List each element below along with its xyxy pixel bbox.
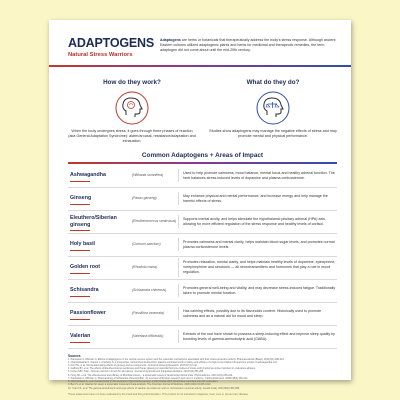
source-line: 1. Panossian A, Wikman G. Effects of adaptogens on the central nervous system and the molecular mechanisms associated with their stress-protective activity. Pharmaceuticals (Basel). 2010;3(1):188-224. [68,357,285,361]
source-line: 3. Kim HG, et al. Stress-attenuating effects of ginseng and its components. Journal of Ginseng Research. 2013;37(1):1-10. [68,363,198,367]
adaptogen-description: Has calming effects, possibly due to its flavonoids content. Historically used to promote calmness and as a natural aid for mood and sleep. [178,307,337,321]
adaptogen-name: Passionflower [68,310,132,316]
adaptogen-description: Supports mental acuity, and helps stimulate the hypothalamic pituitary adrenal (HPA) axis, allowing for more efficient regulation of the stress response and healthy levels of cortisol. [178,215,337,229]
page-subtitle: Natural Stress Warriors [68,51,133,58]
table-row [68,188,337,211]
adaptogen-description: Extracts of the root have shown to possess a sleep-inducing effect and improve sleep quality by boosting levels of gamma-aminobutyric acid (GABA). [178,330,337,344]
table-row [68,326,337,349]
source-line: 9. Bent S, et al. Valerian for sleep: a systematic review and meta-analysis. The American Journal of Medicine. 2006;119(12):1005-1012. [68,383,212,387]
qa-question: How do they work? [103,78,161,86]
header [68,37,337,58]
adaptogen-description: Used to help promote calmness, mood balance, mental focus and healthy adrenal function. The herb balances stress-induced levels of dopamine and plasma corticosterone. [178,169,337,183]
adaptogen-latin: (Ocimum sanctum) [132,242,161,247]
adaptogen-description: Promotes general well-being and vitality, and may decrease stress-induced fatigue. Traditionally taken to promote mental function. [178,284,337,298]
source-line: 2. Chandrasekhar K, Kapoor J, Anishetty S. A prospective, randomized double-blind, placebo-controlled study of safety and efficacy of a high-concentration full-spectrum extract of ashwagandha root. [68,360,278,364]
intro-text: are herbs or botanicals that therapeutically address the body's stress response. Although ancient Eastern cultures utilized adaptogenic plants and herbs for medicinal and therapeutic remedies, the term adaptogen did not come about until the mid-20th century. [160,38,336,52]
section-title: Common Adaptogens + Areas of Impact [141,152,264,160]
source-line: 5. Cohen MM. Tulsi - Ocimum sanctum: A herb for all reasons. Journal of Ayurveda and Integrative Medicine. 2014;5(4):251-259. [68,370,204,374]
adaptogen-description: Promotes relaxation, mental clarity, and helps maintain healthy levels of dopamine, epinephrine, norepinephrine and serotonin — all neurotransmitters and hormones that play a role in mood regulation. [178,258,337,277]
adaptogen-name: Ashwagandha [68,172,132,178]
adaptogen-latin: (Valeriana officinalis) [132,334,164,339]
table-row [68,303,337,326]
adaptogen-latin: (Eleutherococcus senticosus) [132,219,177,224]
adaptogen-name: Holy basil [68,241,132,247]
table-row [68,234,337,257]
table-row [68,211,337,234]
source-line: 4. Gaffney BT, et al. The effects of Eleutherococcus senticosus and Panax ginseng on steroidal hormone indices of stress and lymphocyte subset numbers in endurance athletes. [68,367,256,371]
adaptogen-description: May enhance physical and mental performance, and increase energy and help manage the harmful effects of stress. [178,192,337,206]
intro-bold-term: Adaptogens [160,38,181,42]
source-line: 8. Akhondzadeh S, et al. Passionflower in the treatment of generalized anxiety: a pilot double-blind randomized controlled trial with oxazepam. [68,380,219,384]
source-line: 6. Hung SK, et al. The effectiveness and efficacy of Rhodiola rosea L.: a systematic review of randomized clinical trials. Phytomedicine. 2011;18(4):235-244. [68,373,233,377]
head-brain-icon [115,91,149,125]
qa-answer: Studies show adaptogens may manage the negative effects of stress and may promote mental and physical performance. [209,128,337,138]
page-title: ADAPTOGENS [68,36,154,50]
adaptogen-description: Promotes calmness and mental clarity, helps maintain blood sugar levels, and promotes normal plasma corticosterone levels. [178,238,337,252]
adaptogen-latin: (Passiflora incarnata) [132,311,165,316]
qa-answer: When the body undergoes stress, it goes through three phases of reaction (aka General Adaptation Syndrome): alarm/arousal, resistance/adaptation and exhaustion. [68,128,196,143]
qa-what [209,79,337,145]
adaptogen-name: Valerian [68,333,132,339]
header-divider [49,65,351,67]
sources-section [68,354,337,396]
table-row [68,165,337,188]
adaptogen-name: Golden root [68,264,132,270]
document-page [49,20,351,396]
adaptogen-latin: (Panax ginseng) [132,196,157,201]
source-line: 10. Yuan CS, et al. The gamma-aminobutyric acid ergic effects of valerian and valerenic acid on rat brainstem neuronal activity. Anesth Analg. 2004;98(2):353-358. [68,386,240,390]
sources-label: Sources [68,353,81,358]
adaptogen-name: Eleuthero/Siberian ginseng [68,215,132,227]
section-divider [68,162,337,164]
qa-section [68,79,337,145]
adaptogen-name: Schisandra [68,287,132,293]
head-balance-icon [256,91,290,125]
adaptogen-name: Ginseng [68,195,132,201]
source-line: 7. Panossian A, Wikman G. Pharmacology of Schisandra chinensis Bail.: an overview of Russian research and uses in medicine. J Ethnopharmacol. 2008;118(2):183-212. [68,376,249,380]
intro-paragraph [160,38,337,53]
qa-how [68,79,196,145]
adaptogen-latin: (Schisandra chinensis) [132,288,167,293]
adaptogen-latin: (Withania somnifera) [132,173,164,178]
adaptogen-latin: (Rhodiola rosea) [132,265,158,270]
qa-question: What do they do? [246,78,300,86]
title-block [68,37,154,58]
table-row [68,280,337,303]
disclaimer: These statements have not been evaluated by the Food and Drug Administration. This product is not intended to diagnose, treat, cure or prevent any disease. [68,392,249,396]
adaptogen-table [68,165,337,349]
table-row [68,257,337,280]
